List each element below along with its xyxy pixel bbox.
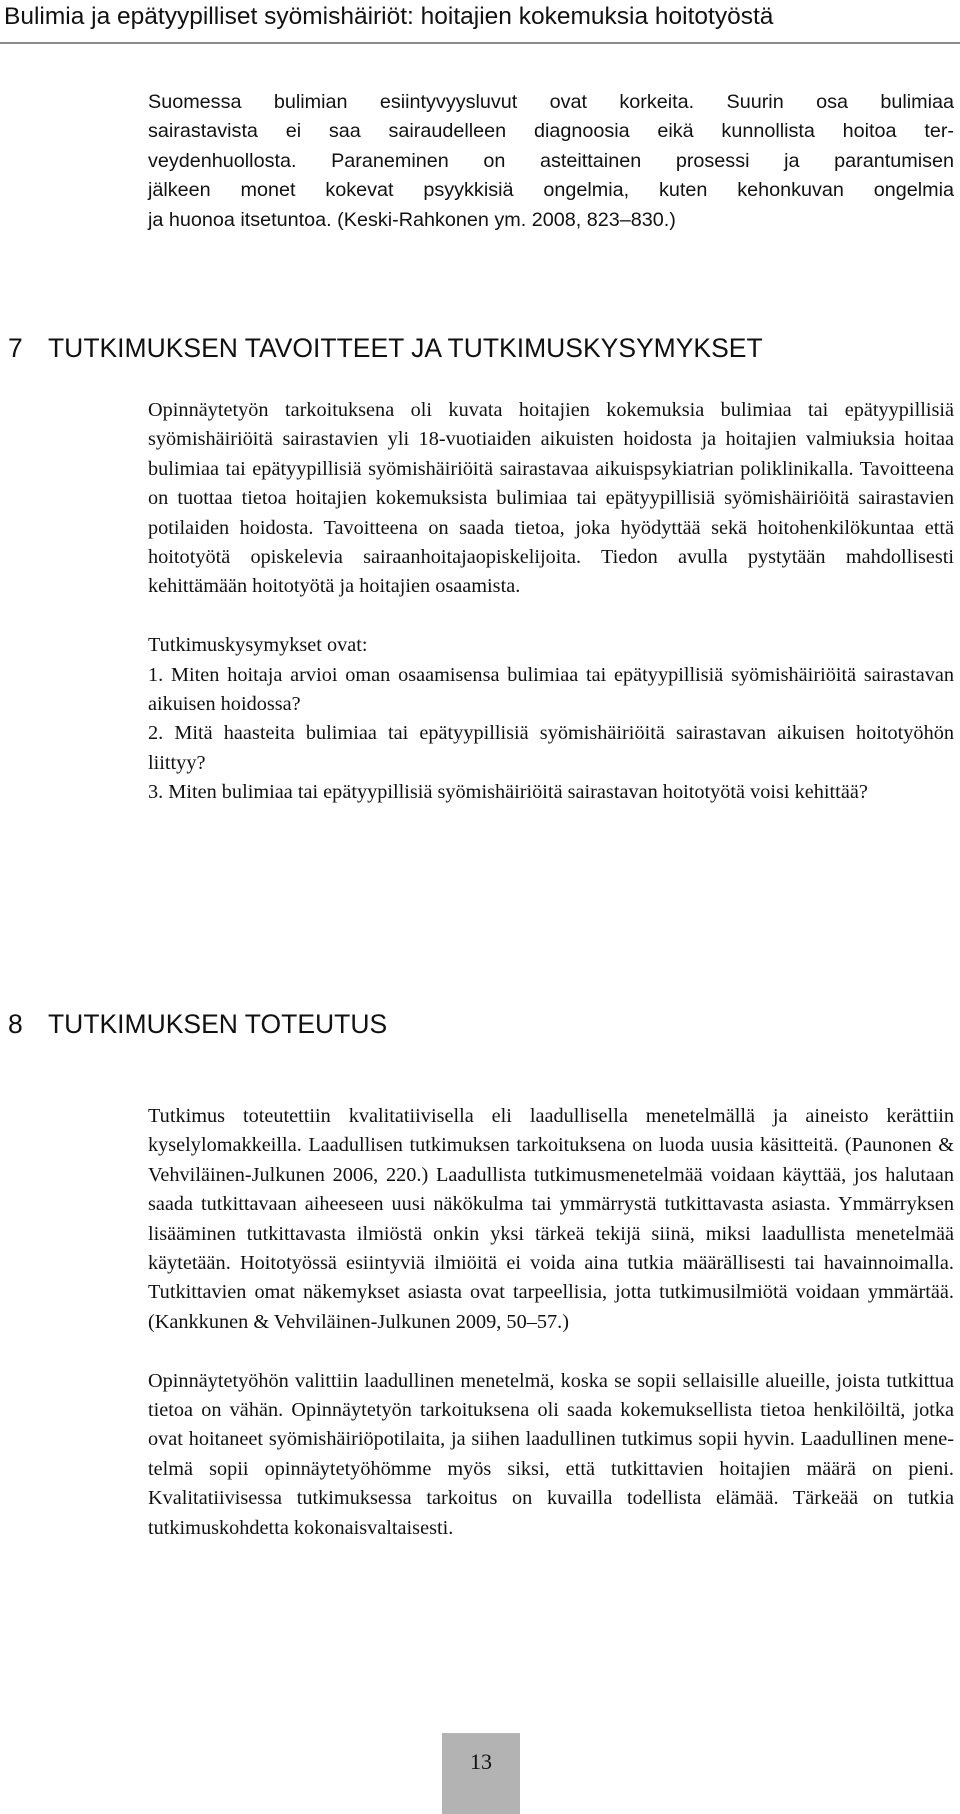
section-7-body (148, 396, 954, 808)
section-8-body (148, 1102, 954, 1543)
intro-line: sairastavista ei saa sairaudelleen diagnoosia eikä kunnollista hoitoa ter- (148, 120, 954, 143)
running-header (0, 0, 960, 44)
research-question: 1. Miten hoitaja arvioi oman osaamisensa bulimiaa tai epätyypillisiä syömishäiriöitä sairastavan aikuisen hoidossa? (148, 663, 954, 716)
page-number-label: 13 (470, 1749, 492, 1774)
page-number (442, 1733, 520, 1814)
intro-line: Suomessa bulimian esiintyvyysluvut ovat korkeita. Suurin osa bulimiaa (148, 91, 954, 113)
running-title: Bulimia ja epätyypilliset syömishäiriöt: hoitajien kokemuksia hoitotyöstä (4, 3, 774, 30)
intro-line: ja huonoa itsetuntoa. (Keski-Rahkonen ym. 2008, 823–830.) (148, 208, 676, 231)
research-question: 2. Mitä haasteita bulimiaa tai epätyypillisiä syömishäiriöitä sairastavan aikuisen hoitotyöhön liittyy? (148, 722, 954, 774)
research-questions-list (148, 661, 954, 808)
section-7-paragraph: Opinnäytetyön tarkoituksena oli kuvata hoitajien kokemuksia bulimiaa tai epätyypillisiä syömishäiriöitä sairastavien yli 18-vuotiaiden aikuisten hoidosta ja hoitajien valmiuksia hoitaa bulimiaa tai epätyypillisiä syömishäiriöitä sairastavaa aikuispsykiatrian poliklinikalla. Tavoitteena on tuottaa tietoa hoitajien kokemuksista bulimiaa tai epätyypillisiä syömishäiriöitä sairastavien potilaiden hoidosta. Tavoitteena on saada tietoa, joka hyödyttää sekä hoitohenkilökuntaa että hoitotyötä opiskelevia sairaanhoitajaopiskelijoita. Tiedon avulla pystytään mahdollisesti kehittämään hoitotyötä ja hoitajien osaamista. (148, 399, 954, 598)
section-8-heading (8, 1008, 958, 1040)
intro-line: jälkeen monet kokevat psyykkisiä ongelmia, kuten kehonkuvan ongelmia (148, 179, 954, 202)
section-8-paragraph-1: Tutkimus toteutettiin kvalitatiivisella eli laadullisella menetelmällä ja aineisto kerättiin kyselylomakkeilla. Laadullisen tutkimuksen tarkoituksena on luoda uusia käsitteitä. (Paunonen & Vehviläinen-Julkunen 2006, 220.) Laadullista tutkimusmenetelmää voidaan käyttää, jos halutaan saada tutkittavaan aiheeseen uusi näkökulma tai ymmärrystä tutkittavasta asiasta. Ymmärryksen lisääminen tutkittavasta ilmiöstä onkin yksi tärkeä tekijä siinä, miksi laadullista menetelmää käytetään. Hoitotyössä esiintyviä ilmiöitä ei voida aina tutkia määrällisesti tai havainnoimalla. Tutkittavien omat näkemykset asiasta ovat tarpeellisia, jotta tutkimusilmiötä voidaan ymmärtää. (Kankkunen & Vehviläinen-Julkunen 2009, 50–57.) (148, 1105, 954, 1333)
questions-intro: Tutkimuskysymykset ovat: (148, 634, 368, 657)
section-number: 7 (8, 333, 23, 363)
research-question: 3. Miten bulimiaa tai epätyypillisiä syömishäiriöitä sairastavan hoitotyötä voisi kehittää? (148, 781, 868, 804)
section-8-paragraph-2: Opinnäytetyöhön valittiin laadullinen menetelmä, koska se sopii sellaisille alueille, joista tutkittua tietoa on vähän. Opinnäytetyön tarkoituksena oli saada kokemuksellista tietoa henkilöiltä, jotka ovat hoitaneet syömishäiriöpotilaita, ja siihen laadullinen tutkimus sopii hyvin. Laadullinen menetelmä sopii opinnäytetyöhömme myös siksi, että tutkittavien hoitajien määrä on pieni. Kvalitatiivisessa tutkimuksessa tarkoitus on kuvailla todellista elämää. Tärkeää on tutkia tutkimuskohdetta kokonaisvaltaisesti. (148, 1369, 954, 1539)
section-7-heading (8, 332, 958, 364)
section-number: 8 (8, 1009, 23, 1039)
section-title: TUTKIMUKSEN TOTEUTUS (48, 1009, 388, 1039)
section-title: TUTKIMUKSEN TAVOITTEET JA TUTKIMUSKYSYMYKSET (48, 333, 763, 363)
intro-line: veydenhuollosta. Paraneminen on asteittainen prosessi ja parantumisen (148, 149, 954, 172)
intro-paragraph (148, 88, 954, 235)
